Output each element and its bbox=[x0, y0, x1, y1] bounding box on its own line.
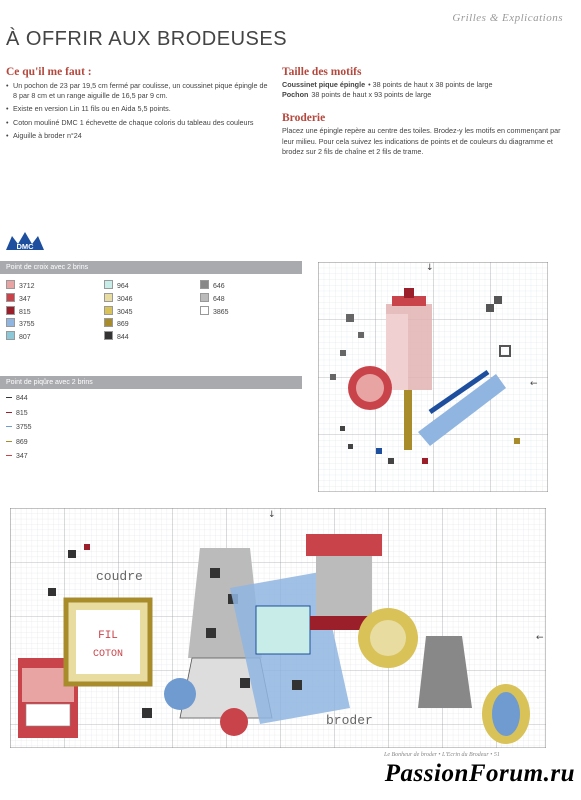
footer-text: Le Bonheur de broder • L'Ecrin du Brodeur • 51 bbox=[384, 752, 500, 758]
watermark: PassionForum.ru bbox=[384, 760, 575, 787]
legend-item bbox=[6, 452, 28, 462]
size-value: 38 points de haut x 93 points de large bbox=[311, 90, 432, 100]
line-swatch bbox=[6, 397, 12, 398]
legend-code: 844 bbox=[117, 334, 129, 342]
line-swatch bbox=[6, 412, 12, 413]
broder-text: broder bbox=[326, 713, 373, 728]
color-swatch bbox=[104, 306, 113, 315]
center-arrow-top: ↓ bbox=[426, 263, 434, 273]
legend-item bbox=[104, 331, 129, 341]
backstitch-heading: Point de piqûre avec 2 brins bbox=[0, 376, 302, 389]
fil-text: FIL bbox=[98, 630, 118, 642]
legend-item bbox=[104, 293, 133, 303]
center-arrow-top: ↓ bbox=[268, 510, 276, 520]
color-swatch bbox=[6, 293, 15, 302]
color-swatch bbox=[6, 306, 15, 315]
list-item: • Aiguille à broder n°24 bbox=[6, 131, 271, 141]
materials-list bbox=[6, 81, 271, 141]
legend-code: 3046 bbox=[117, 295, 133, 303]
color-swatch bbox=[200, 293, 209, 302]
sizes-heading: Taille des motifs bbox=[282, 66, 362, 78]
button-motif bbox=[348, 366, 392, 410]
legend-code: 648 bbox=[213, 295, 225, 303]
legend-item bbox=[6, 394, 28, 404]
line-swatch bbox=[6, 426, 12, 427]
materials-section bbox=[6, 66, 271, 144]
color-swatch bbox=[104, 293, 113, 302]
legend-code: 3865 bbox=[213, 308, 229, 316]
legend-code: 869 bbox=[117, 321, 129, 329]
pincushion-chart bbox=[318, 262, 548, 492]
legend-code: 3755 bbox=[16, 424, 32, 431]
color-swatch bbox=[104, 280, 113, 289]
legend-item bbox=[6, 318, 35, 328]
info-section bbox=[282, 66, 567, 157]
legend-code: 3755 bbox=[19, 321, 35, 329]
legend-item bbox=[6, 423, 32, 433]
legend-code: 347 bbox=[19, 295, 31, 303]
color-swatch bbox=[6, 318, 15, 327]
center-arrow-right: ← bbox=[530, 379, 538, 389]
color-swatch bbox=[104, 331, 113, 340]
list-item: • Un pochon de 23 par 19,5 cm fermé par coulisse, un coussinet pique épingle de 8 par 8 cm et un range aiguille de 16,5 par 9 cm. bbox=[6, 81, 271, 101]
embroidery-heading: Broderie bbox=[282, 112, 326, 125]
line-swatch bbox=[6, 455, 12, 456]
legend-code: 869 bbox=[16, 438, 28, 446]
legend-item bbox=[104, 280, 129, 290]
cross-stitch-heading: Point de croix avec 2 brins bbox=[0, 261, 302, 274]
pouch-chart bbox=[10, 508, 546, 748]
size-row bbox=[282, 80, 567, 90]
legend-item bbox=[200, 293, 225, 303]
legend-item bbox=[200, 280, 225, 290]
color-swatch bbox=[6, 331, 15, 340]
legend-item bbox=[6, 331, 31, 341]
color-swatch bbox=[6, 280, 15, 289]
legend-item bbox=[6, 409, 28, 419]
legend-item bbox=[6, 280, 35, 290]
legend-code: 807 bbox=[19, 334, 31, 342]
size-name: Pochon bbox=[282, 90, 309, 100]
color-swatch bbox=[200, 280, 209, 289]
legend-item bbox=[104, 306, 133, 316]
size-row bbox=[282, 90, 567, 100]
list-item: • Coton mouliné DMC 1 échevette de chaque coloris du tableau des couleurs bbox=[6, 118, 271, 128]
line-swatch bbox=[6, 441, 12, 442]
legend-item bbox=[6, 293, 31, 303]
legend-code: 844 bbox=[16, 395, 28, 402]
size-name: Coussinet pique épingle bbox=[282, 80, 366, 89]
page-title: À OFFRIR AUX BRODEUSES bbox=[6, 28, 288, 50]
legend-item bbox=[6, 438, 28, 448]
dmc-logo-text: DMC bbox=[16, 242, 34, 251]
color-swatch bbox=[200, 306, 209, 315]
legend-code: 3712 bbox=[19, 283, 35, 290]
legend-code: 815 bbox=[16, 409, 28, 417]
color-swatch bbox=[104, 318, 113, 327]
embroidery-text: Placez une épingle repère au centre des toiles. Brodez-y les motifs en commençant par leur milieu. Pour cela suivez les indications de points et de couleurs du diagramme et brodez sur 2 fils de chaîne et 2 fils de trame. bbox=[282, 126, 561, 156]
legend-code: 646 bbox=[213, 283, 225, 290]
section-header: Grilles & Explications bbox=[452, 12, 563, 24]
size-value: • 38 points de haut x 38 points de large bbox=[368, 80, 493, 89]
legend-code: 815 bbox=[19, 308, 31, 316]
label-frame-motif bbox=[66, 600, 150, 684]
dmc-logo bbox=[4, 230, 46, 254]
materials-heading: Ce qu'il me faut : bbox=[6, 66, 92, 78]
legend-item bbox=[200, 306, 229, 316]
center-arrow-right: ← bbox=[536, 633, 544, 643]
legend-item bbox=[6, 306, 31, 316]
legend-code: 3045 bbox=[117, 308, 133, 316]
list-item: • Existe en version Lin 11 fils ou en Aida 5,5 points. bbox=[6, 104, 271, 114]
legend-code: 964 bbox=[117, 283, 129, 290]
gold-button-motif bbox=[358, 608, 418, 668]
coton-text: COTON bbox=[92, 649, 124, 660]
coudre-text: coudre bbox=[96, 569, 143, 584]
legend-item bbox=[104, 318, 129, 328]
legend-code: 347 bbox=[16, 453, 28, 460]
